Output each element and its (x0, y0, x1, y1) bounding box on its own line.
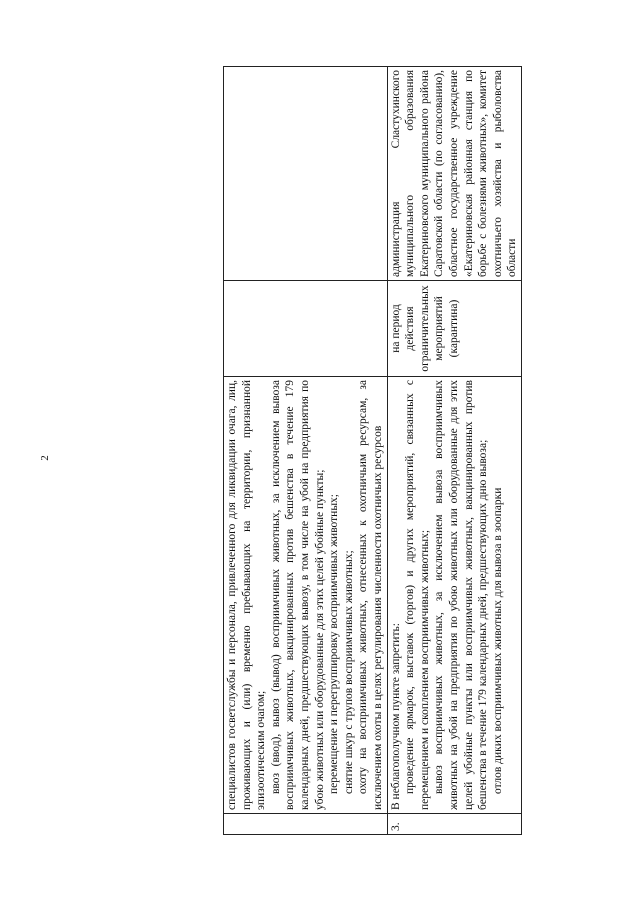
measure-paragraph: снятие шкур с трупов восприимчивых животных; (342, 550, 355, 794)
page-number: 2 (38, 455, 51, 461)
responsible-cell (224, 67, 388, 281)
row-number (224, 814, 388, 835)
measure-paragraph: перемещение и перегруппировку восприимчивых животных; (328, 494, 341, 794)
table-row (224, 67, 388, 835)
measure-paragraph: отлов диких восприимчивых животных для вывоза в зоопарки (491, 487, 504, 794)
measure-paragraph: В неблагополучном пункте запретить: (389, 623, 402, 810)
term-cell (224, 281, 388, 377)
measures-table (223, 66, 522, 835)
measure-paragraph: ввоз (ввод), вывоз (вывод) восприимчивых животных, за исключением вывоза восприимчивых животных, вакцинированных против бешенства в течение 179 календарных дней, предшествующих вывозу, в том числе на убой на предприятия по убою животных или оборудованные для этих целей убойные пункты; (269, 380, 326, 810)
row-number: 3. (387, 814, 521, 835)
measure-paragraph: специалистов госветслужбы и персонала, привлеченного для ликвидации очага, лиц, проживающих и (или) временно пребывающих на территории, признанной эпизоотическим очагом; (226, 380, 268, 810)
measures-table-sheet (223, 67, 519, 835)
measure-paragraph: охоту на восприимчивых животных, отнесенных к охотничьим ресурсам, за исключением охоты в целях регулирования численности охотничьих ресурсов (357, 380, 384, 810)
table-row (387, 67, 521, 835)
measures-cell (224, 377, 388, 814)
measure-paragraph: вывоз восприимчивых животных, за исключением вывоза восприимчивых животных на убой на предприятия по убою животных или оборудованные для этих целей убойные пункты или восприимчивых животных, вакцинированных против бешенства в течение 179 календарных дней, предшествующих дню вывоза; (433, 380, 490, 810)
measure-paragraph: проведение ярмарок, выставок (торгов) и других мероприятий, связанных с перемещением и скоплением восприимчивых животных; (404, 380, 431, 810)
term-cell: на период действия ограничительных мероприятий (карантина) (387, 281, 521, 377)
responsible-cell: администрация Сластухинского муниципального образования Екатериновского муниципального района Саратовской области (по согласованию), областное государственное учреждение «Екатериновская районная станция по борьбе с болезнями животных», комитет охотничьего хозяйства и рыболовства области (387, 67, 521, 281)
measures-cell (387, 377, 521, 814)
